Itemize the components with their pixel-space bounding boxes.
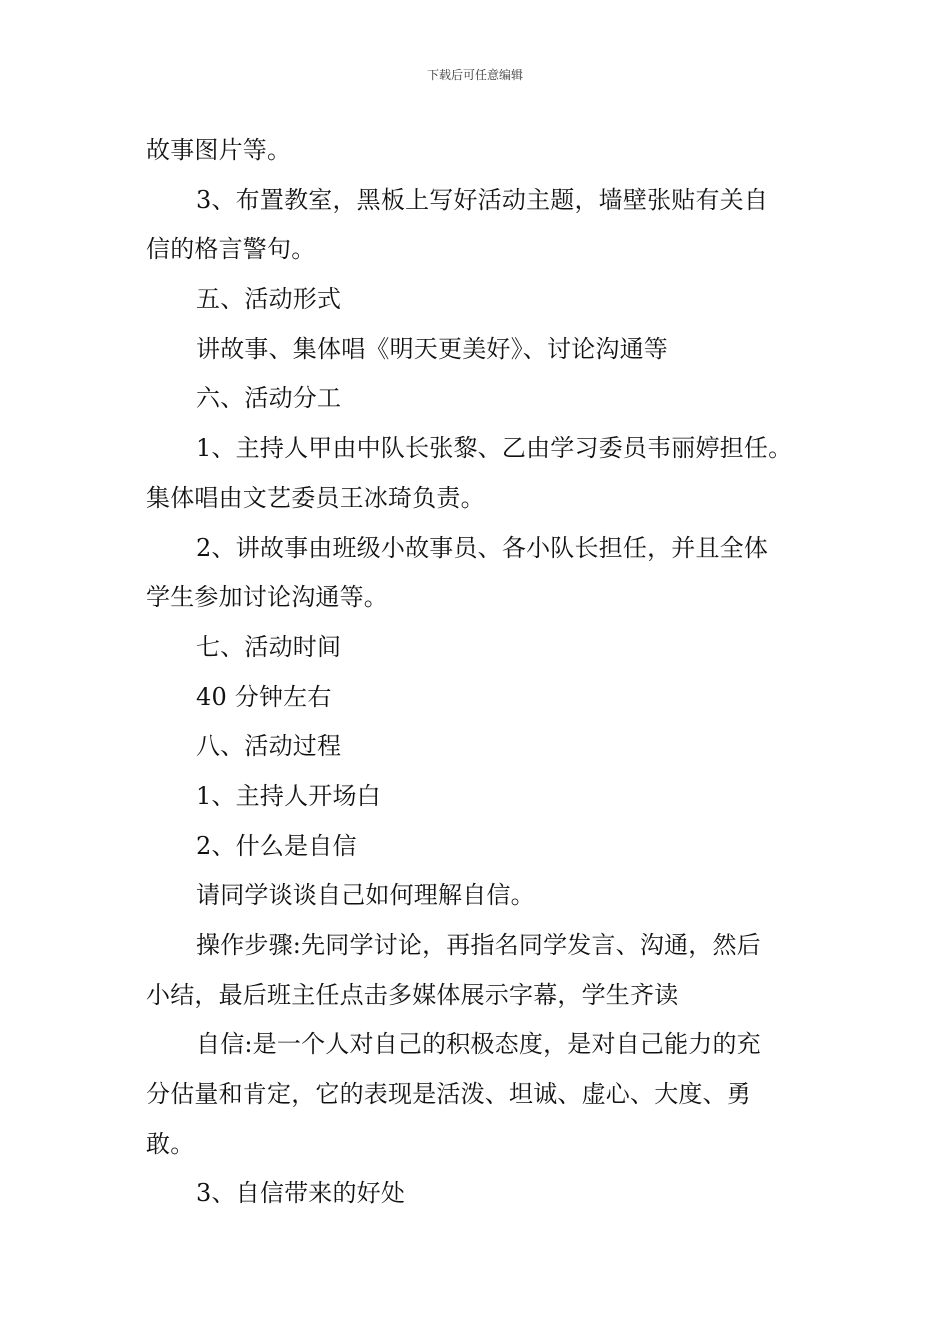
text-line: 自信:是一个人对自己的积极态度，是对自己能力的充 xyxy=(196,1030,761,1059)
text-line: 1、主持人开场白 xyxy=(196,781,381,810)
section-heading: 五、活动形式 xyxy=(196,285,342,314)
text-line: 讲故事、集体唱《明天更美好》、讨论沟通等 xyxy=(196,334,668,363)
text-line: 3、布置教室，黑板上写好活动主题，墙壁张贴有关自 xyxy=(196,185,769,214)
text-line: 1、主持人甲由中队长张黎、乙由学习委员韦丽婷担任。 xyxy=(196,434,793,463)
section-heading: 八、活动过程 xyxy=(196,732,342,761)
text-line: 学生参加讨论沟通等。 xyxy=(146,583,388,612)
document-body xyxy=(146,126,814,1219)
text-line: 2、什么是自信 xyxy=(196,831,357,860)
page-header: 下载后可任意编辑 xyxy=(426,68,523,82)
text-line: 40 分钟左右 xyxy=(196,682,332,711)
text-line: 3、自信带来的好处 xyxy=(196,1179,406,1208)
text-line: 故事图片等。 xyxy=(146,136,292,164)
section-heading: 七、活动时间 xyxy=(196,632,342,661)
text-line: 2、讲故事由班级小故事员、各小队长担任，并且全体 xyxy=(196,533,769,562)
text-line: 集体唱由文艺委员王冰琦负责。 xyxy=(146,483,485,512)
text-line: 操作步骤:先同学讨论，再指名同学发言、沟通，然后 xyxy=(196,931,761,959)
text-line: 分估量和肯定，它的表现是活泼、坦诚、虚心、大度、勇 xyxy=(146,1080,751,1109)
section-heading: 六、活动分工 xyxy=(196,384,342,413)
text-line: 小结，最后班主任点击多媒体展示字幕，学生齐读 xyxy=(146,980,679,1009)
text-line: 信的格言警句。 xyxy=(146,235,316,264)
text-line: 敢。 xyxy=(146,1129,195,1158)
text-line: 请同学谈谈自己如何理解自信。 xyxy=(196,881,535,910)
